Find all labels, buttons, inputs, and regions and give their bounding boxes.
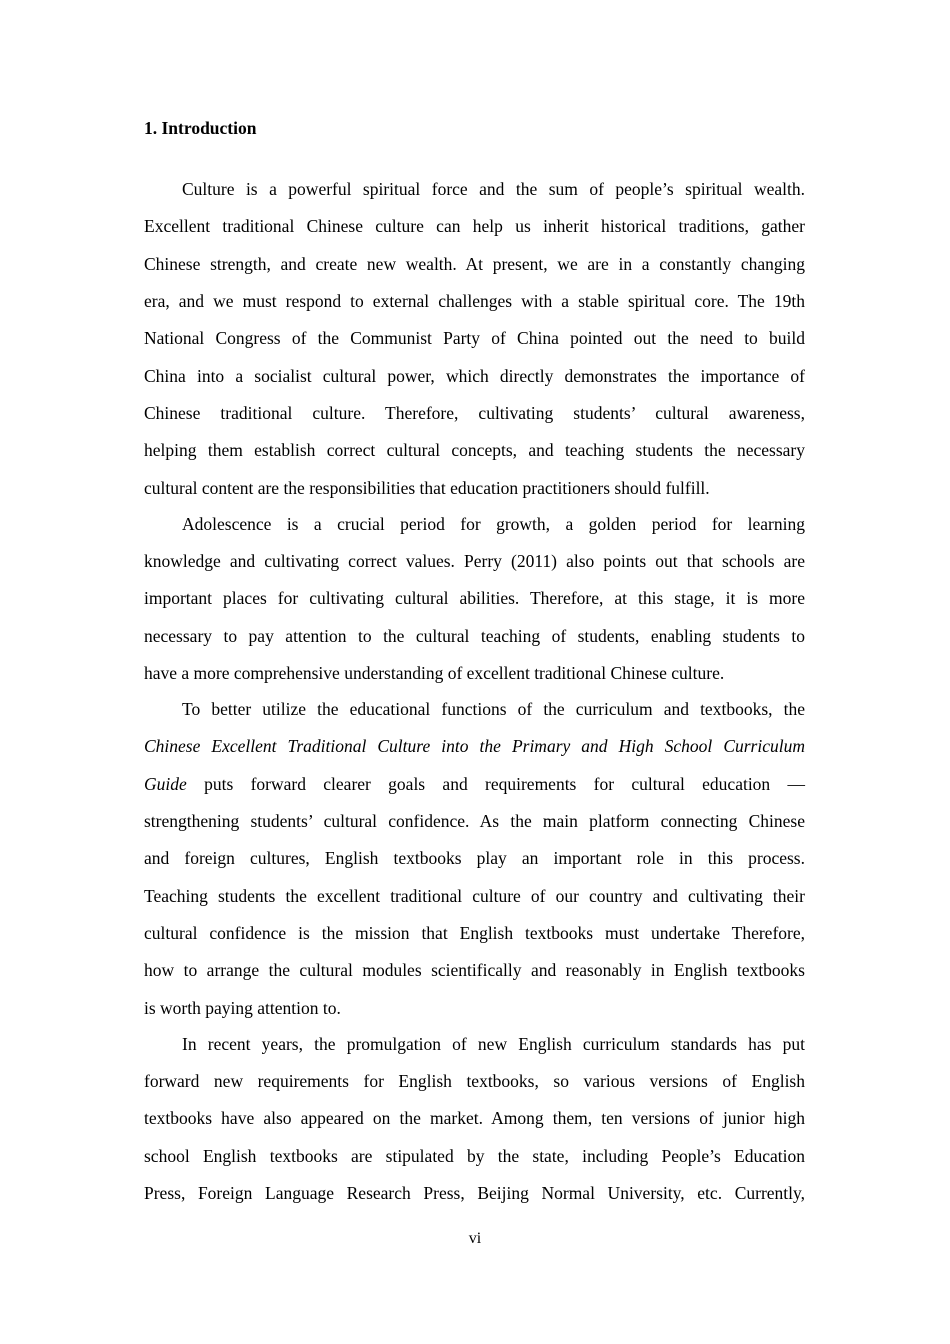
paragraph-line	[144, 772, 805, 796]
paragraph-line	[144, 734, 805, 758]
guide-title-italic-end: Guide	[144, 774, 187, 794]
paragraph-line: Culture is a powerful spiritual force and the sum of people’s spiritual wealth.	[182, 179, 805, 199]
section-heading: 1. Introduction	[144, 118, 257, 138]
paragraph-line: helping them establish correct cultural concepts, and teaching students the necessary	[144, 440, 805, 460]
paragraph-line-text: puts forward clearer goals and requirements for cultural education —	[186, 774, 805, 794]
paragraph-line: textbooks have also appeared on the market. Among them, ten versions of junior high	[144, 1108, 805, 1128]
paragraph-line: National Congress of the Communist Party of China pointed out the need to build	[144, 328, 805, 348]
paragraph-line: cultural content are the responsibilities that education practitioners should fulfill.	[144, 478, 710, 498]
paragraph-line: have a more comprehensive understanding of excellent traditional Chinese culture.	[144, 663, 725, 683]
paragraph-line: necessary to pay attention to the cultural teaching of students, enabling students to	[144, 626, 805, 646]
paragraph-line: knowledge and cultivating correct values. Perry (2011) also points out that schools are	[144, 551, 805, 571]
paragraph-line: how to arrange the cultural modules scientifically and reasonably in English textbooks	[144, 960, 805, 980]
paragraph-line: Chinese strength, and create new wealth. At present, we are in a constantly changing	[144, 254, 805, 274]
paragraph-line: China into a socialist cultural power, which directly demonstrates the importance of	[144, 366, 805, 386]
paragraph-line: cultural confidence is the mission that English textbooks must undertake Therefore,	[144, 923, 805, 943]
paragraph-line: era, and we must respond to external challenges with a stable spiritual core. The 19th	[144, 291, 805, 311]
paragraph-line: To better utilize the educational functions of the curriculum and textbooks, the	[182, 699, 805, 719]
paragraph-line: Teaching students the excellent traditional culture of our country and cultivating their	[144, 886, 805, 906]
paragraph-line: school English textbooks are stipulated by the state, including People’s Education	[144, 1146, 805, 1166]
page-number: vi	[468, 1230, 482, 1247]
paragraph-line: Press, Foreign Language Research Press, Beijing Normal University, etc. Currently,	[144, 1183, 805, 1203]
paragraph-line: Excellent traditional Chinese culture can help us inherit historical traditions, gather	[144, 216, 805, 236]
paragraph-line: strengthening students’ cultural confidence. As the main platform connecting Chinese	[144, 811, 805, 831]
paragraph-line: Chinese traditional culture. Therefore, cultivating students’ cultural awareness,	[144, 403, 805, 423]
paragraph-line: Adolescence is a crucial period for growth, a golden period for learning	[182, 514, 805, 534]
paragraph-line: In recent years, the promulgation of new English curriculum standards has put	[182, 1034, 805, 1054]
paragraph-line: is worth paying attention to.	[144, 998, 341, 1018]
paragraph-line: forward new requirements for English textbooks, so various versions of English	[144, 1071, 805, 1091]
guide-title-italic: Chinese Excellent Traditional Culture into the Primary and High School Curriculum	[144, 736, 805, 756]
paragraph-line: important places for cultivating cultural abilities. Therefore, at this stage, it is more	[144, 588, 805, 608]
paragraph-line: and foreign cultures, English textbooks play an important role in this process.	[144, 848, 805, 868]
